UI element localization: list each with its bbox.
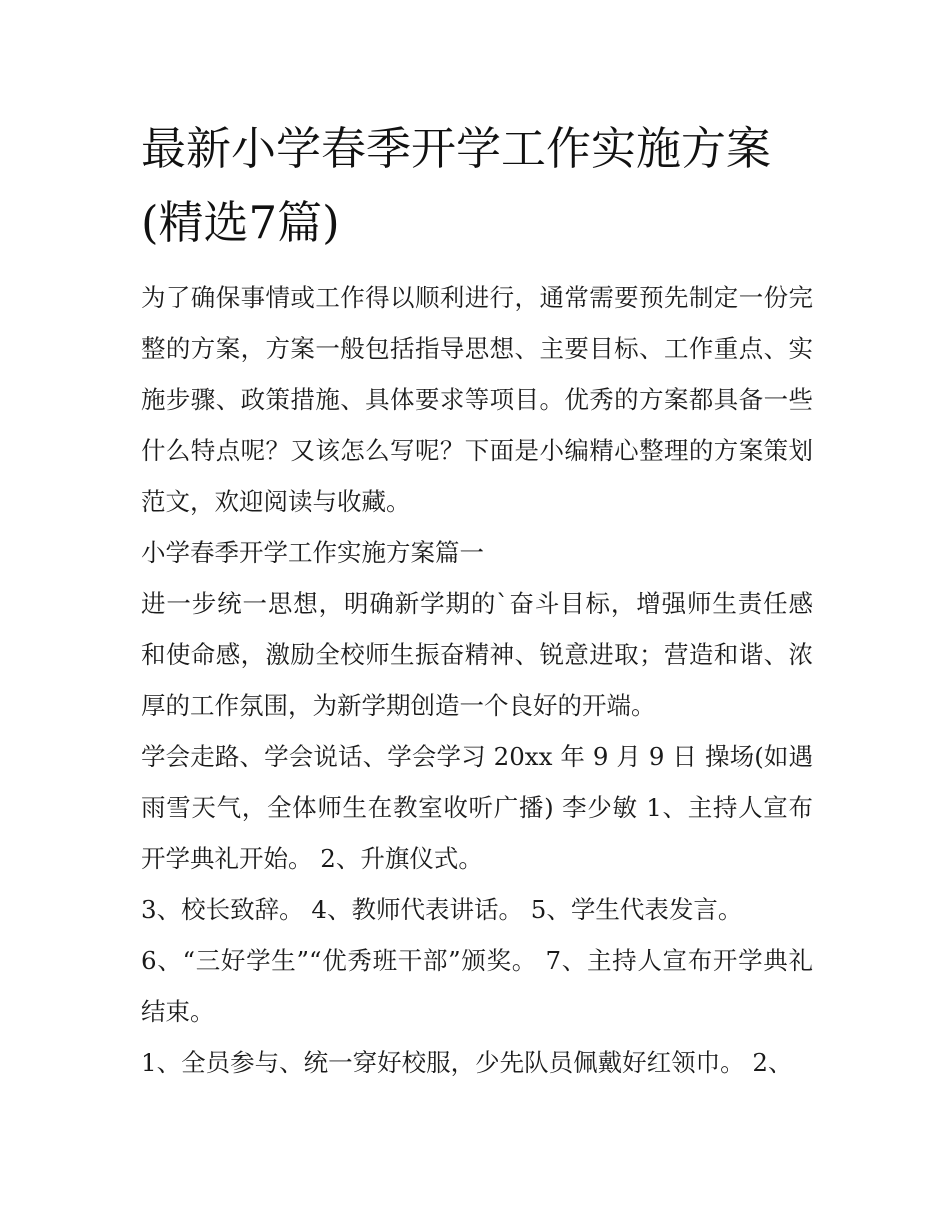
intro-paragraph: 为了确保事情或工作得以顺利进行，通常需要预先制定一份完整的方案，方案一般包括指导思想、主要目标、工作重点、实施步骤、政策措施、具体要求等项目。优秀的方案都具备一些什么特点呢？又该怎么写呢？下面是小编精心整理的方案策划范文，欢迎阅读与收藏。	[141, 283, 813, 516]
section-heading: 小学春季开学工作实施方案篇一	[141, 538, 484, 567]
body-paragraph: 进一步统一思想，明确新学期的`奋斗目标，增强师生责任感和使命感，激励全校师生振奋精神、锐意进取；营造和谐、浓厚的工作氛围，为新学期创造一个良好的开端。	[141, 589, 813, 720]
document-title: 最新小学春季开学工作实施方案(精选7篇)	[141, 122, 772, 249]
body-paragraph: 学会走路、学会说话、学会学习 20xx 年 9 月 9 日 操场(如遇雨雪天气，全体师生在教室收听广播) 李少敏 1、主持人宣布开学典礼开始。 2、升旗仪式。	[141, 742, 813, 873]
body-paragraph: 6、“三好学生”“优秀班干部”颁奖。 7、主持人宣布开学典礼结束。	[141, 946, 813, 1026]
body-paragraph: 1、全员参与、统一穿好校服，少先队员佩戴好红领巾。 2、	[141, 1048, 793, 1077]
document-page	[141, 112, 813, 1088]
body-paragraph: 3、校长致辞。 4、教师代表讲话。 5、学生代表发言。	[141, 895, 743, 924]
